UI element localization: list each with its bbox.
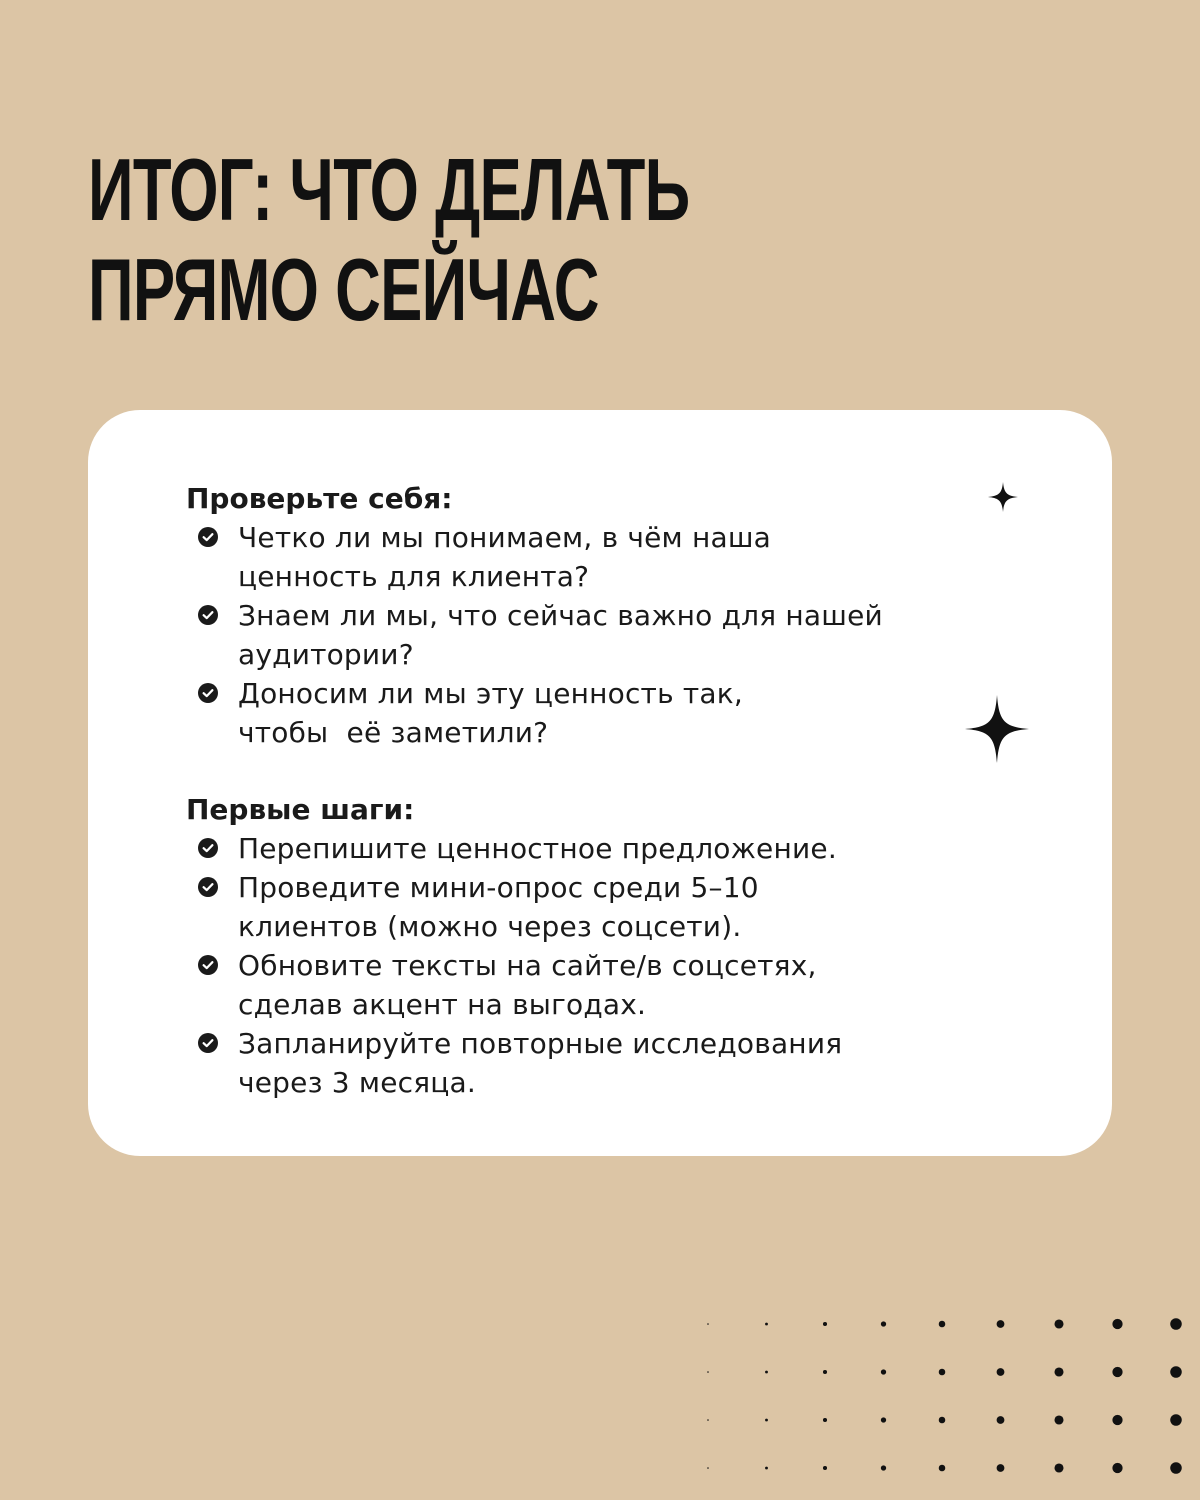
grid-dot xyxy=(939,1369,946,1376)
check-yourself-list xyxy=(186,518,1046,752)
check-circle-icon xyxy=(198,683,218,703)
list-item-text: Обновите тексты на сайте/в соцсетях, сделав акцент на выгодах. xyxy=(238,949,817,1021)
page-title xyxy=(88,140,689,340)
grid-dot xyxy=(881,1417,886,1422)
grid-dot xyxy=(707,1371,709,1373)
check-yourself-heading: Проверьте себя: xyxy=(186,482,453,515)
list-item xyxy=(186,946,1046,1024)
grid-dot xyxy=(881,1465,886,1470)
first-steps-list xyxy=(186,829,1046,1102)
grid-dot xyxy=(1170,1366,1182,1378)
grid-dot xyxy=(1054,1367,1063,1376)
grid-dot xyxy=(1112,1463,1122,1473)
content-card xyxy=(88,410,1112,1156)
grid-dot xyxy=(765,1419,768,1422)
list-item xyxy=(186,1024,1046,1102)
check-circle-icon xyxy=(198,1033,218,1053)
list-item-text: Доносим ли мы эту ценность так, чтобы её заметили? xyxy=(238,677,743,749)
grid-dot xyxy=(1170,1462,1182,1474)
grid-dot xyxy=(823,1370,827,1374)
grid-dot xyxy=(997,1416,1005,1424)
dot-grid-pattern xyxy=(690,1305,1200,1500)
grid-dot xyxy=(765,1371,768,1374)
grid-dot xyxy=(939,1417,946,1424)
check-circle-icon xyxy=(198,877,218,897)
grid-dot xyxy=(765,1467,768,1470)
grid-dot xyxy=(823,1322,827,1326)
grid-dot xyxy=(997,1464,1005,1472)
grid-dot xyxy=(997,1320,1005,1328)
check-circle-icon xyxy=(198,955,218,975)
grid-dot xyxy=(765,1323,768,1326)
list-item-text: Перепишите ценностное предложение. xyxy=(238,832,837,865)
list-item-text: Четко ли мы понимаем, в чём наша ценность для клиента? xyxy=(238,521,772,593)
grid-dot xyxy=(823,1418,827,1422)
grid-dot xyxy=(881,1321,886,1326)
grid-dot xyxy=(1170,1318,1182,1330)
check-yourself-section xyxy=(186,480,1046,752)
list-item-text: Знаем ли мы, что сейчас важно для нашей аудитории? xyxy=(238,599,883,671)
grid-dot xyxy=(1112,1415,1122,1425)
grid-dot xyxy=(1054,1319,1063,1328)
title-line-2: ПРЯМО СЕЙЧАС xyxy=(88,240,599,339)
list-item-text: Проведите мини-опрос среди 5–10 клиентов (можно через соцсети). xyxy=(238,871,759,943)
grid-dot xyxy=(1054,1415,1063,1424)
grid-dot xyxy=(707,1419,709,1421)
grid-dot xyxy=(1054,1463,1063,1472)
grid-dot xyxy=(707,1323,709,1325)
grid-dot xyxy=(939,1465,946,1472)
grid-dot xyxy=(707,1467,709,1469)
list-item xyxy=(186,596,1046,674)
list-item xyxy=(186,674,1046,752)
list-item xyxy=(186,829,1046,868)
first-steps-heading: Первые шаги: xyxy=(186,793,415,826)
check-circle-icon xyxy=(198,838,218,858)
check-circle-icon xyxy=(198,527,218,547)
grid-dot xyxy=(1112,1367,1122,1377)
list-item xyxy=(186,518,1046,596)
first-steps-section xyxy=(186,791,1046,1102)
check-circle-icon xyxy=(198,605,218,625)
grid-dot xyxy=(823,1466,827,1470)
grid-dot xyxy=(939,1321,946,1328)
list-item-text: Запланируйте повторные исследования через 3 месяца. xyxy=(238,1027,843,1099)
grid-dot xyxy=(997,1368,1005,1376)
list-item xyxy=(186,868,1046,946)
grid-dot xyxy=(881,1369,886,1374)
grid-dot xyxy=(1170,1414,1182,1426)
grid-dot xyxy=(1112,1319,1122,1329)
title-line-1: ИТОГ: ЧТО ДЕЛАТЬ xyxy=(88,140,690,239)
